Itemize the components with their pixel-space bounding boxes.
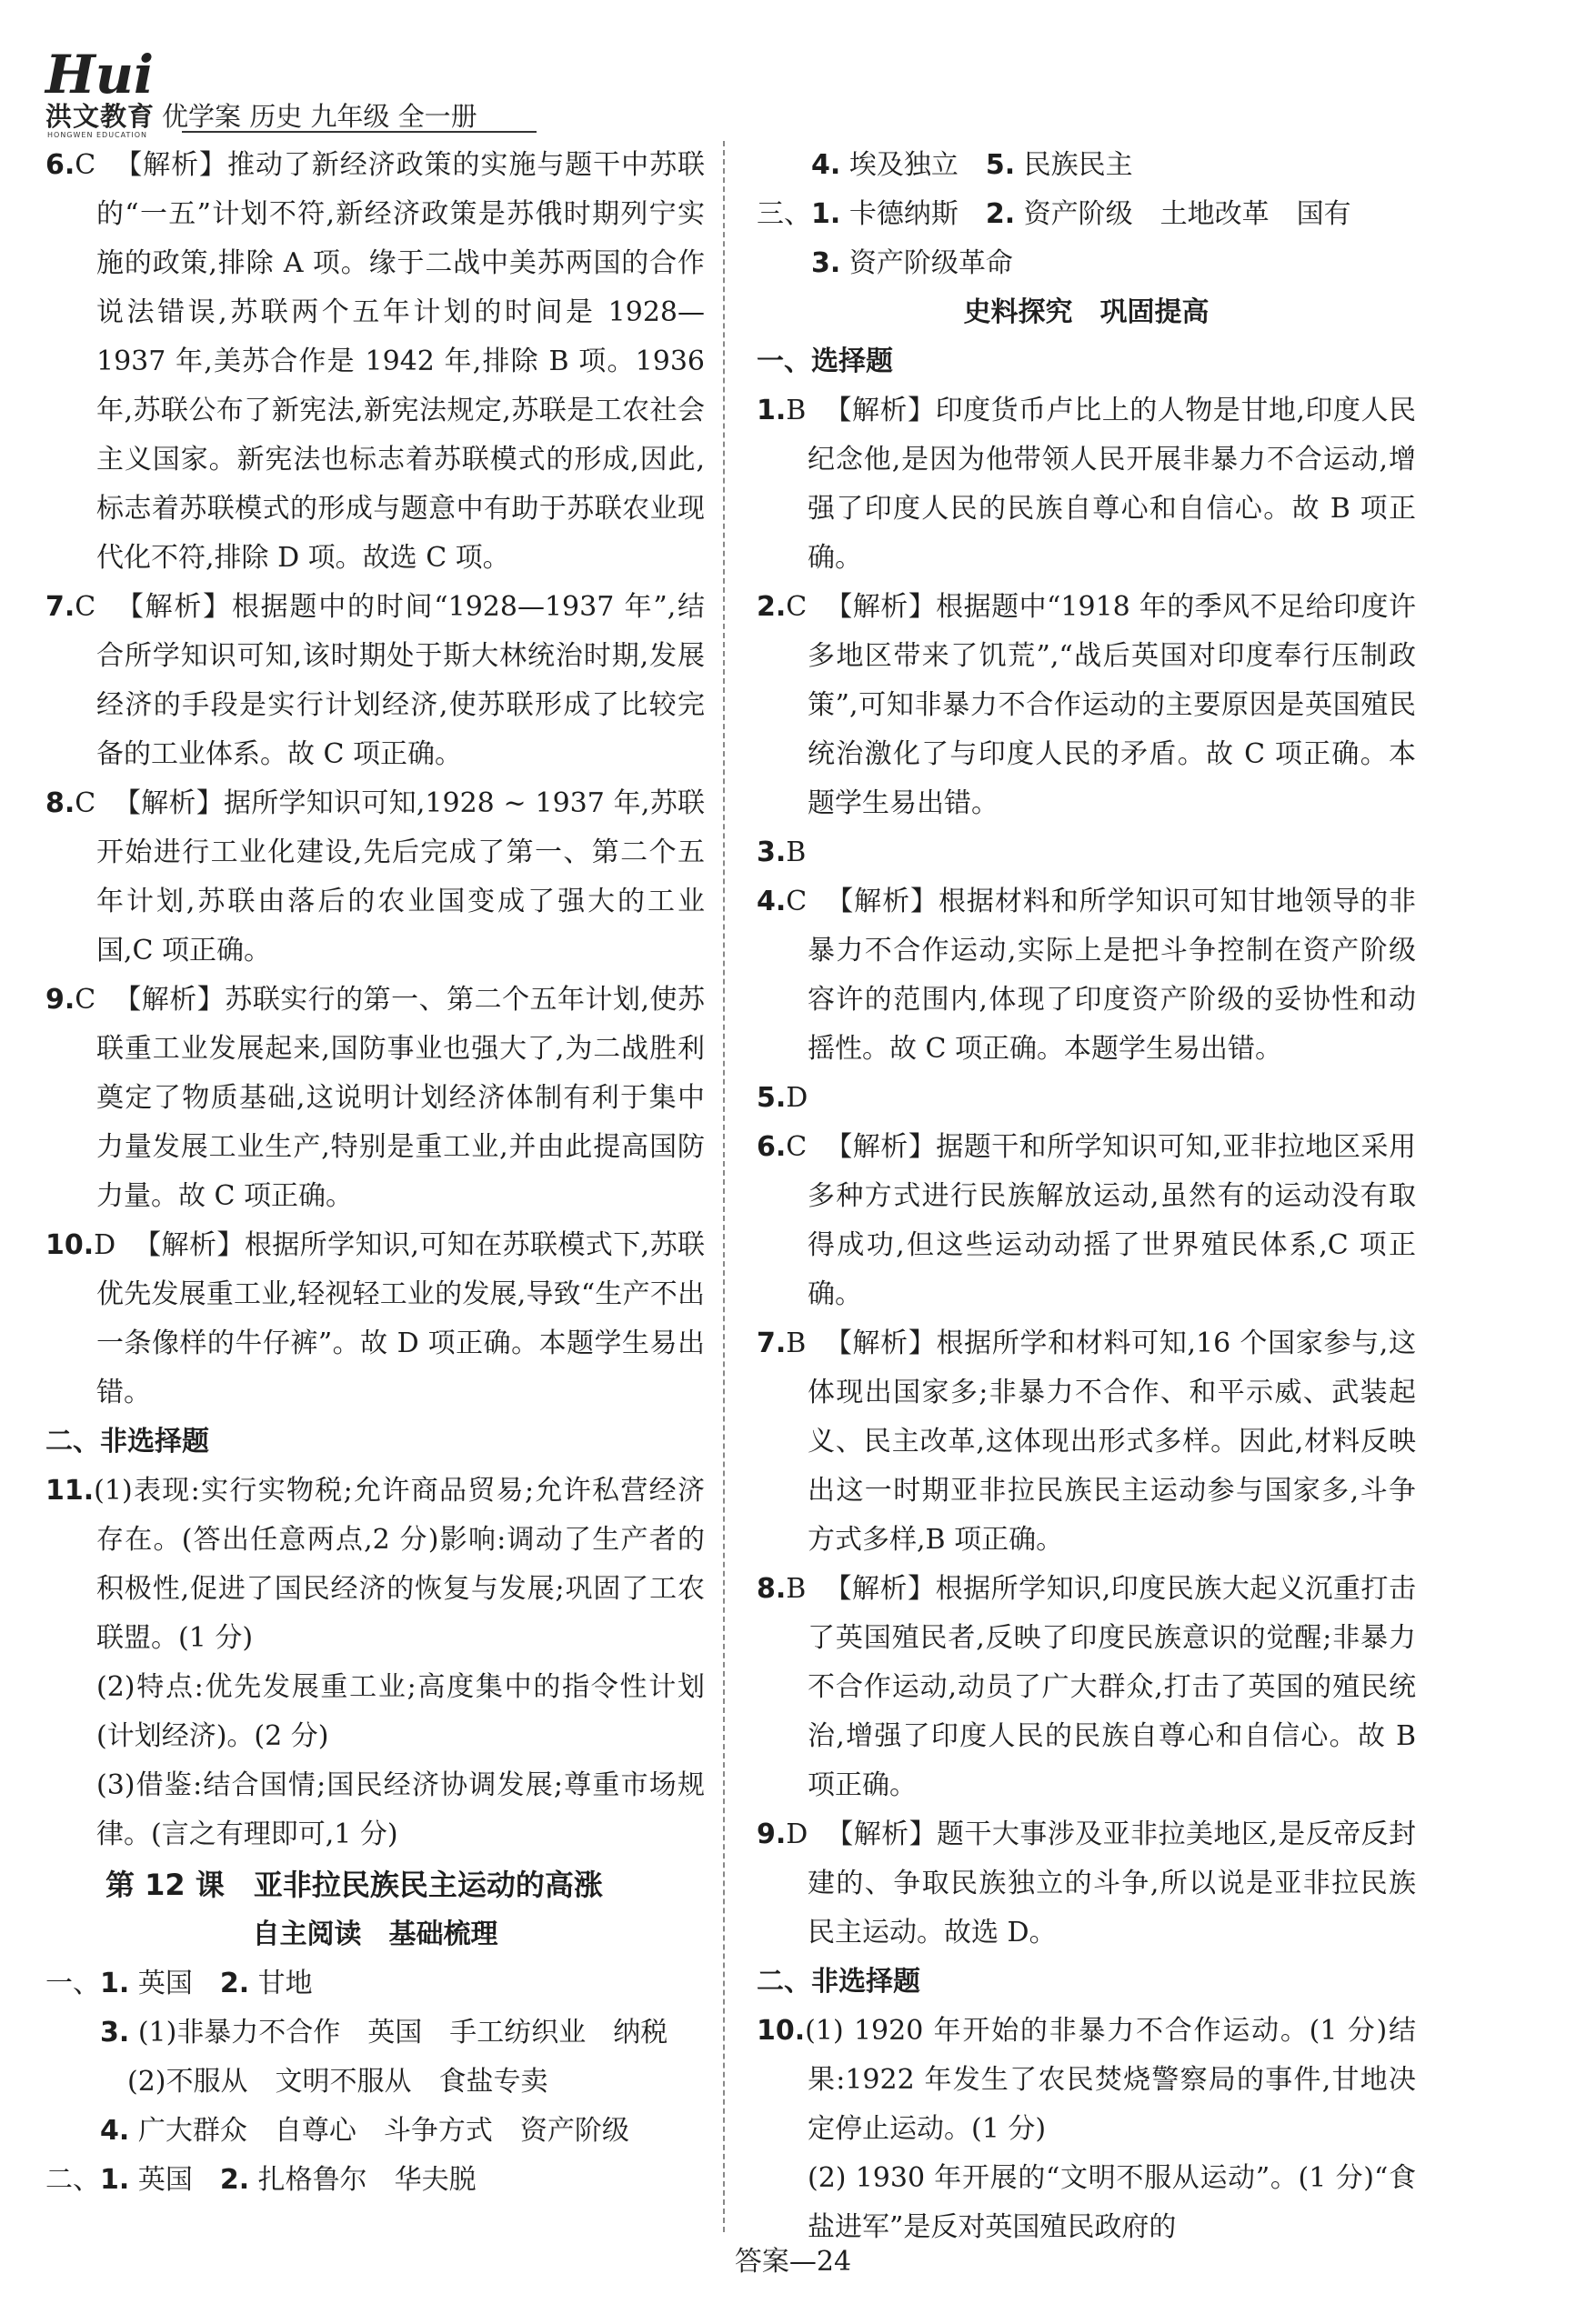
- answer-5: 5.D: [757, 1082, 808, 1114]
- fill-row: 二、1. 英国 2. 扎格鲁尔 华夫脱: [45, 2164, 477, 2196]
- answer-2: 2.C 【解析】根据题中“1918 年的季风不足给印度许多地区带来了饥荒”,“战后英国对印度奉行压制政策”,可知非暴力不合作运动的主要原因是英国殖民统治激化了与印度人民的矛盾。故 C 项正确。本题学生易出错。: [757, 591, 1416, 819]
- left-column: [45, 141, 705, 2205]
- section-heading-nonchoice: 二、非选择题: [45, 1426, 209, 1458]
- answer-6: 6.C 【解析】推动了新经济政策的实施与题干中苏联的“一五”计划不符,新经济政策是苏俄时期列宁实施的政策,排除 A 项。缘于二战中美苏两国的合作说法错误,苏联两个五年计划的时间是 1928—1937 年,美苏合作是 1942 年,排除 B 项。1936 年,苏联公布了新宪法,新宪法规定,苏联是工农社会主义国家。新宪法也标志着苏联模式的形成,因此,标志着苏联模式的形成与题意中有助于苏联农业现代化不符,排除 D 项。故选 C 项。: [45, 149, 706, 574]
- section-heading-nonchoice: 二、非选择题: [757, 1966, 920, 1998]
- answer-10-part2: (2) 1930 年开展的“文明不服从运动”。(1 分)“食盐进军”是反对英国殖民政府的: [808, 2162, 1416, 2243]
- answer-11-part2: (2)特点:优先发展重工业;高度集中的指令性计划(计划经济)。(2 分): [96, 1671, 705, 1752]
- answer-9: 9.D 【解析】题干大事涉及亚非拉美地区,是反帝反封建的、争取民族独立的斗争,所以说是亚非拉民族民主运动。故选 D。: [757, 1818, 1416, 1948]
- fill-row: 3. 资产阶级革命: [811, 247, 1013, 279]
- lesson-title: 第 12 课 亚非拉民族民主运动的高涨: [105, 1868, 603, 1902]
- fill-row: 一、1. 英国 2. 甘地: [45, 1968, 313, 1999]
- section-heading-choice: 一、选择题: [757, 346, 893, 377]
- subsection-title: 自主阅读 基础梳理: [252, 1918, 498, 1950]
- fill-row: 3. (1)非暴力不合作 英国 手工纺织业 纳税: [100, 2017, 668, 2049]
- fill-row: (2)不服从 文明不服从 食盐专卖: [127, 2066, 548, 2098]
- answer-8: 8.C 【解析】据所学知识可知,1928 ~ 1937 年,苏联开始进行工业化建设,先后完成了第一、第二个五年计划,苏联由落后的农业国变成了强大的工业国,C 项正确。: [45, 787, 706, 967]
- answer-11-part3: (3)借鉴:结合国情;国民经济协调发展;尊重市场规律。(言之有理即可,1 分): [96, 1769, 705, 1850]
- brand-name: 洪文教育: [45, 101, 156, 132]
- page-number: 答案—24: [734, 2246, 852, 2278]
- answer-7: 7.B 【解析】根据所学和材料可知,16 个国家参与,这体现出国家多;非暴力不合作、和平示威、武装起义、民主改革,这体现出形式多样。因此,材料反映出这一时期亚非拉民族民主运动参与国家多,斗争方式多样,B 项正确。: [757, 1327, 1416, 1556]
- subsection-title: 史料探究 巩固提高: [963, 296, 1210, 328]
- header-divider: [182, 131, 537, 133]
- fill-row: 4. 广大群众 自尊心 斗争方式 资产阶级: [100, 2115, 629, 2147]
- book-title: 优学案 历史 九年级 全一册: [162, 101, 477, 132]
- answer-1: 1.B 【解析】印度货币卢比上的人物是甘地,印度人民纪念他,是因为他带领人民开展非暴力不合运动,增强了印度人民的民族自尊心和自信心。故 B 项正确。: [757, 395, 1417, 574]
- fill-row: 4. 埃及独立 5. 民族民主: [811, 149, 1133, 181]
- answer-3: 3.B: [757, 836, 807, 868]
- brand-logo: Hui: [45, 44, 155, 105]
- answer-10-part1: 10.(1) 1920 年开始的非暴力不合作运动。(1 分)结果:1922 年发生了农民焚烧警察局的事件,甘地决定停止运动。(1 分): [757, 2015, 1416, 2145]
- answer-8: 8.B 【解析】根据所学知识,印度民族大起义沉重打击了英国殖民者,反映了印度民族意识的觉醒;非暴力不合作运动,动员了广大群众,打击了英国的殖民统治,增强了印度人民的民族自尊心和自信心。故 B 项正确。: [757, 1573, 1417, 1801]
- brand-name-en: HONGWEN EDUCATION: [47, 131, 148, 139]
- column-divider: [723, 141, 725, 2232]
- page-header: [45, 44, 591, 139]
- answer-11-part1: 11.(1)表现:实行实物税;允许商品贸易;允许私营经济存在。(答出任意两点,2 分)影响:调动了生产者的积极性,促进了国民经济的恢复与发展;巩固了工农联盟。(1 分): [45, 1475, 705, 1654]
- answer-6: 6.C 【解析】据题干和所学知识可知,亚非拉地区采用多种方式进行民族解放运动,虽然有的运动没有取得成功,但这些运动动摇了世界殖民体系,C 项正确。: [757, 1131, 1416, 1310]
- fill-row: 三、1. 卡德纳斯 2. 资产阶级 土地改革 国有: [757, 198, 1351, 230]
- answer-4: 4.C 【解析】根据材料和所学知识可知甘地领导的非暴力不合作运动,实际上是把斗争控制在资产阶级容许的范围内,体现了印度资产阶级的妥协性和动摇性。故 C 项正确。本题学生易出错。: [757, 886, 1417, 1065]
- answer-9: 9.C 【解析】苏联实行的第一、第二个五年计划,使苏联重工业发展起来,国防事业也强大了,为二战胜利奠定了物质基础,这说明计划经济体制有利于集中力量发展工业生产,特别是重工业,并由此提高国防力量。故 C 项正确。: [45, 984, 705, 1212]
- answer-10: 10.D 【解析】根据所学知识,可知在苏联模式下,苏联优先发展重工业,轻视轻工业的发展,导致“生产不出一条像样的牛仔裤”。故 D 项正确。本题学生易出错。: [45, 1229, 706, 1408]
- right-column: [757, 141, 1416, 2252]
- answer-7: 7.C 【解析】根据题中的时间“1928—1937 年”,结合所学知识可知,该时期处于斯大林统治时期,发展经济的手段是实行计划经济,使苏联形成了比较完备的工业体系。故 C 项正确。: [45, 591, 705, 770]
